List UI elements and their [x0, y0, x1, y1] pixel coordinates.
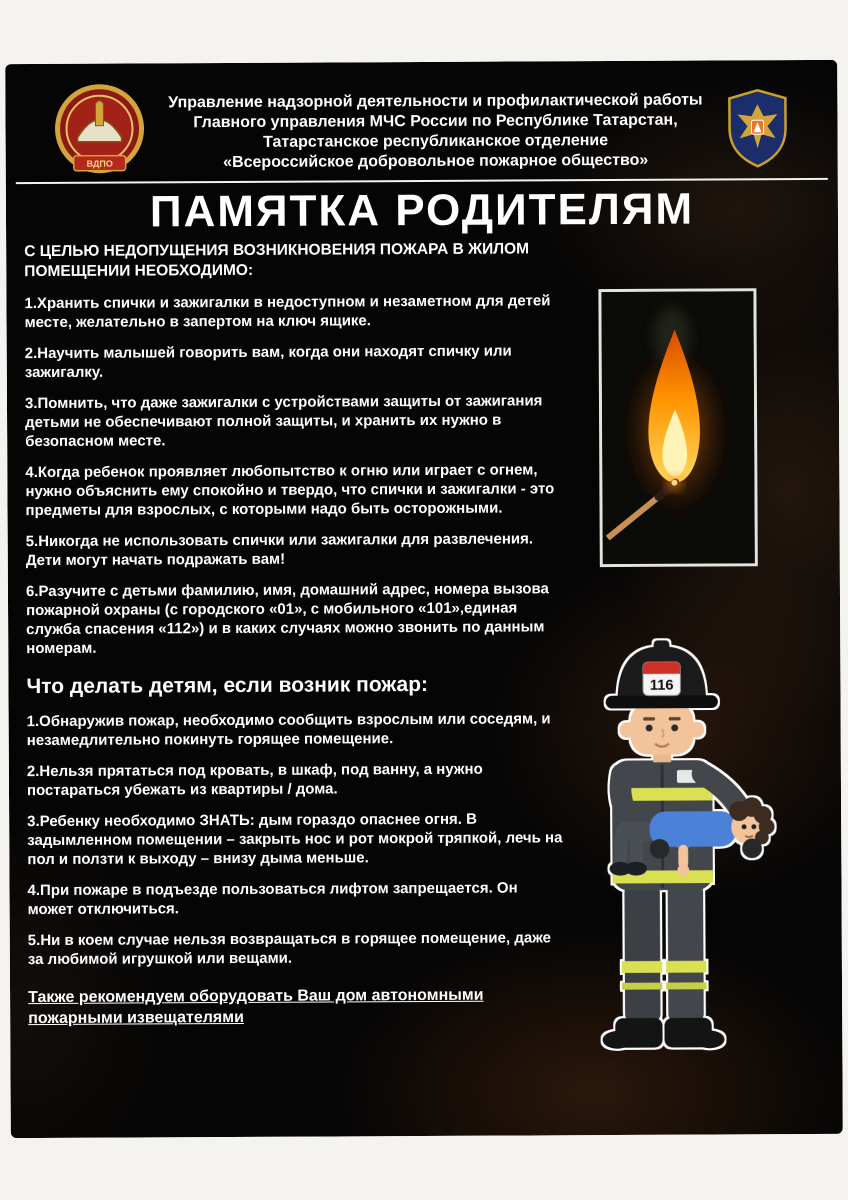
firefighter-illustration — [558, 635, 796, 1074]
section-prevention-heading: С ЦЕЛЬЮ НЕДОПУЩЕНИЯ ВОЗНИКНОВЕНИЯ ПОЖАРА В ЖИЛОМ ПОМЕЩЕНИИ НЕОБХОДИМО: — [24, 240, 530, 281]
poster-header — [5, 80, 838, 184]
footer-note-text: Также рекомендуем оборудовать Ваш дом автономными пожарными извещателями — [28, 986, 484, 1028]
org-line: Управление надзорной деятельности и профилактической работы — [168, 91, 703, 112]
poster-background — [5, 60, 843, 1138]
footer-note — [28, 984, 568, 1029]
org-line: Главного управления МЧС России по Республике Татарстан, — [193, 111, 678, 132]
list-item: 2.Нельзя прятаться под кровать, в шкаф, под ванну, а нужно постараться убежать из квартиры / дома. — [26, 760, 483, 800]
org-line: Татарстанское республиканское отделение — [263, 132, 609, 151]
list-item: 2.Научить малышей говорить вам, когда они находят спичку или зажигалку. — [24, 342, 512, 382]
list-item: 5.Никогда не использовать спички или зажигалки для развлечения. Дети могут начать подражать вам! — [25, 530, 534, 570]
vdpo-label: ВДПО — [86, 158, 113, 169]
org-line: «Всероссийское добровольное пожарное общество» — [223, 151, 649, 172]
list-item: 1.Хранить спички и зажигалки в недоступном и незаметном для детей месте, желательно в запертом на ключ ящике. — [24, 292, 551, 332]
page-title: ПАМЯТКА РОДИТЕЛЯМ — [149, 184, 695, 237]
mchs-emblem-icon — [725, 88, 789, 173]
list-item: 5.Ни в коем случае нельзя возвращаться в горящее помещение, даже за любимой игрушкой или вещами. — [27, 929, 552, 969]
list-item: 4.Когда ребенок проявляет любопытство к огню или играет с огнем, нужно объяснить ему спокойно и твердо, что спички и зажигалки - это предметы для взрослых, с которыми надо быть осторожными. — [25, 461, 555, 520]
list-item: 4.При пожаре в подъезде пользоваться лифтом запрещается. Он может отключиться. — [27, 879, 518, 919]
list-item: 3.Помнить, что даже зажигалки с устройствами защиты от зажигания детьми не обеспечивают полной защиты, и хранить их нужно в безопасном месте. — [24, 392, 543, 451]
section-children-heading: Что делать детям, если возник пожар: — [26, 672, 429, 699]
burning-match-photo — [598, 288, 757, 567]
list-item: 6.Разучите с детьми фамилию, имя, домашний адрес, номера вызова пожарной охраны (с городского «01», с мобильного «101»,единая служба спасения «112») и в каких случаях можно звонить по данным номерам. — [25, 580, 549, 658]
helmet-number: 116 — [649, 677, 674, 694]
org-title-block — [145, 80, 725, 173]
list-item: 3.Ребенку необходимо ЗНАТЬ: дым гораздо опаснее огня. В задымленном помещении – закрыть нос и рот мокрой тряпкой, лечь на пол и ползти к выходу – внизу дыма меньше. — [27, 810, 563, 869]
body-text-column — [24, 239, 568, 1045]
vdpo-emblem-icon — [53, 83, 146, 184]
list-item: 1.Обнаружив пожар, необходимо сообщить взрослым или соседям, и незамедлительно покинуть горящее помещение. — [26, 710, 551, 750]
